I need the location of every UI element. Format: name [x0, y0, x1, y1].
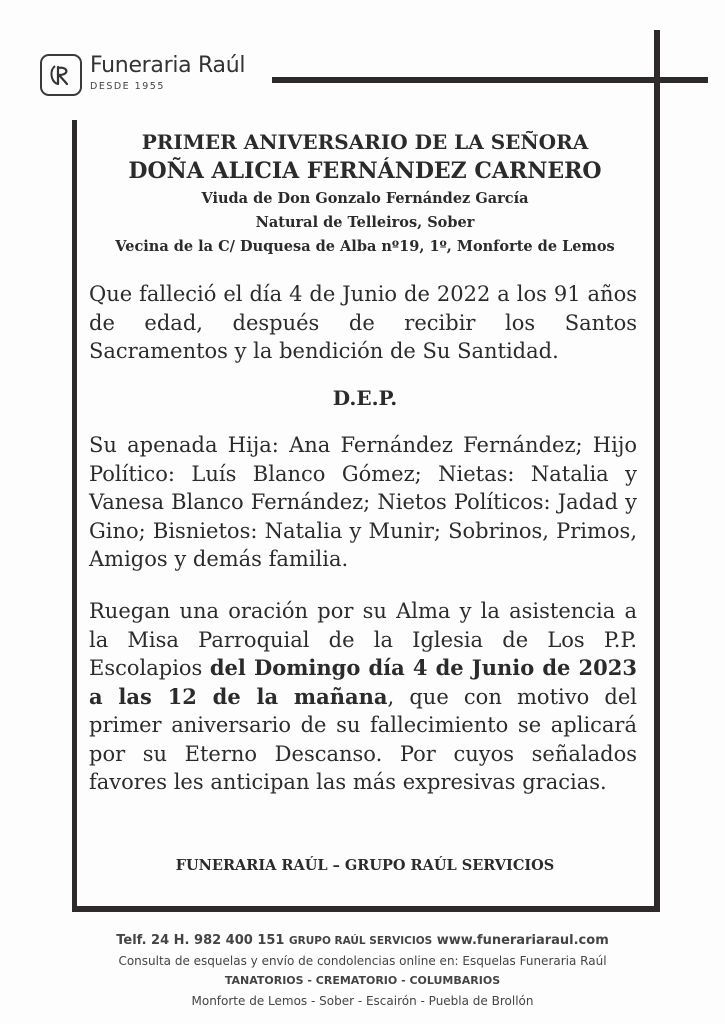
dep-heading: D.E.P.	[332, 386, 398, 410]
mass-date: del Domingo día 4 de Junio de 2023 a las 12 de la mañana	[89, 655, 637, 709]
services-line: TANATORIOS - CREMATORIO - COLUMBARIOS	[224, 974, 501, 987]
logo-emblem-icon	[40, 54, 82, 96]
death-paragraph: Que falleció el día 4 de Junio de 2022 a los 91 años de edad, después de recibir los Santos Sacramentos y la bendición de Su Santidad.	[89, 282, 637, 363]
frame-bottom-border	[72, 906, 660, 912]
notice-signature: FUNERARIA RAÚL – GRUPO RAÚL SERVICIOS	[175, 857, 555, 874]
cross-horizontal-bar	[272, 77, 708, 83]
cross-vertical-bar	[654, 30, 660, 912]
subtitle-address: Vecina de la C/ Duquesa de Alba nº19, 1º, Monforte de Lemos	[115, 238, 615, 255]
title-line-1: PRIMER ANIVERSARIO DE LA SEÑORA	[141, 130, 589, 154]
family-paragraph: Su apenada Hija: Ana Fernández Fernández; Hijo Político: Luís Blanco Gómez; Nietas: Natalia y Vanesa Blanco Fernández; Nietos Políticos: Jadad y Gino; Bisnietos: Natalia y Munir; Sobrinos, Primos, Amigos y demás familia.	[89, 433, 637, 571]
subtitle-origin: Natural de Telleiros, Sober	[255, 214, 475, 231]
funeraria-logo	[40, 54, 245, 96]
mass-intro: Ruegan una oración por su Alma y la asistencia a la Misa Parroquial de la Iglesia de Los P.P. Escolapios	[89, 599, 637, 680]
group-name: GRUPO RAÚL SERVICIOS	[289, 935, 433, 947]
logo-name: Funeraria Raúl	[90, 53, 246, 78]
website-link[interactable]: www.funerariaraul.com	[436, 933, 609, 948]
locations-line: Monforte de Lemos - Sober - Escairón - Puebla de Brollón	[191, 994, 534, 1008]
title-line-2: DOÑA ALICIA FERNÁNDEZ CARNERO	[128, 158, 602, 184]
contact-line	[0, 933, 725, 948]
mass-paragraph	[89, 597, 637, 797]
subtitle-widow: Viuda de Don Gonzalo Fernández García	[201, 190, 529, 207]
logo-since: DESDE 1955	[90, 81, 165, 92]
phone-number: Telf. 24 H. 982 400 151	[116, 933, 285, 948]
mass-outro: , que con motivo del primer aniversario de su fallecimiento se aplicará por su Eterno Descanso. Por cuyos señalados favores les anticipan las más expresivas gracias.	[89, 684, 637, 794]
consult-line: Consulta de esquelas y envío de condolencias online en: Esquelas Funeraria Raúl	[118, 954, 607, 968]
